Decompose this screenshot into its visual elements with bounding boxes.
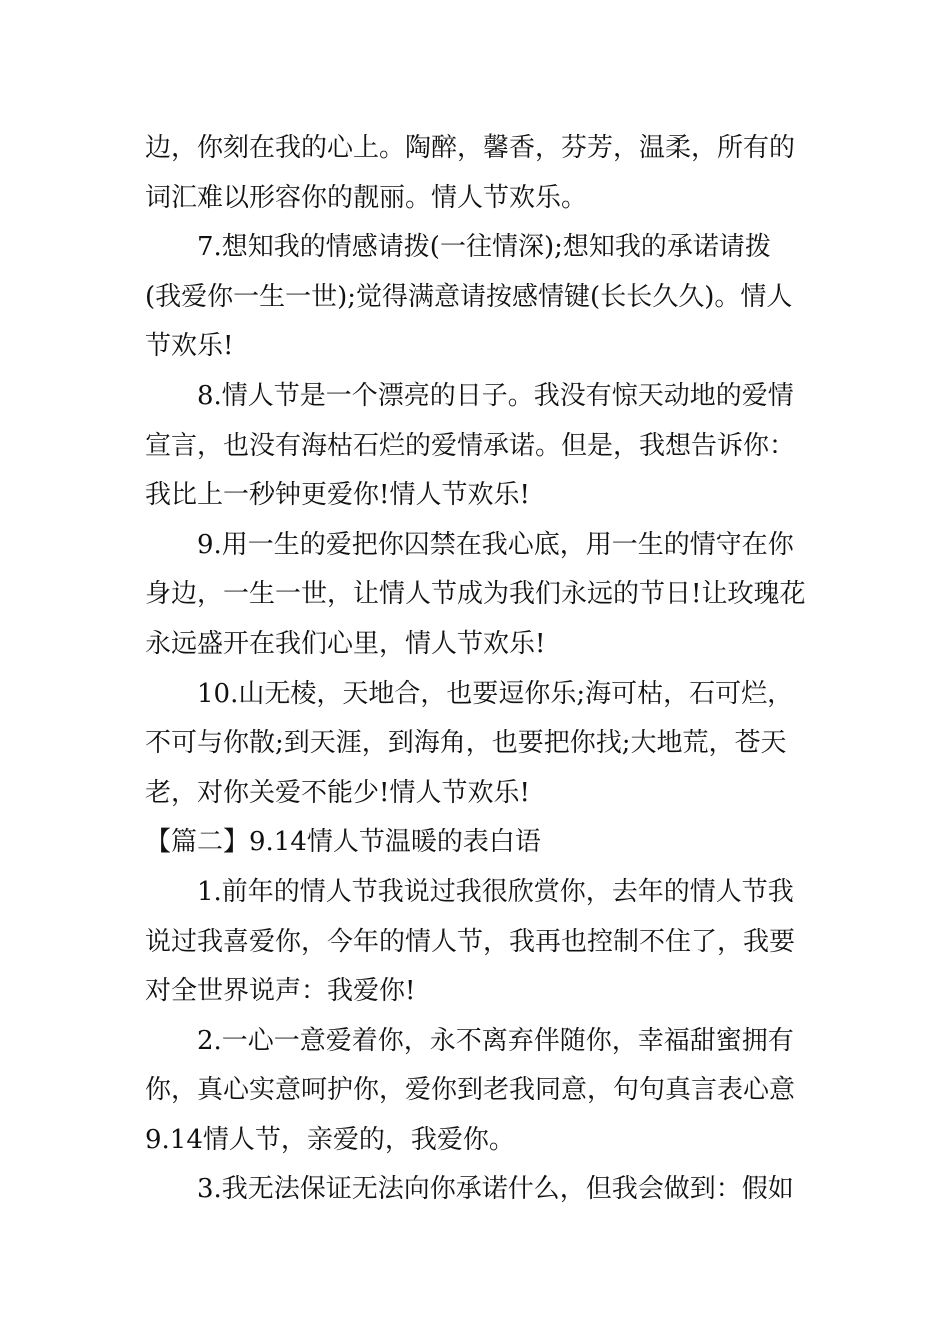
text-line: 说过我喜爱你，今年的情人节，我再也控制不住了，我要 — [145, 926, 796, 957]
text-line: 永远盛开在我们心里，情人节欢乐! — [145, 628, 546, 659]
list-item-3-line: 3.我无法保证无法向你承诺什么，但我会做到：假如 — [197, 1174, 794, 1205]
text-line: 你，真心实意呵护你，爱你到老我同意，句句真言表心意 — [145, 1075, 796, 1106]
list-item-10-line: 10.山无棱，天地合，也要逗你乐;海可枯，石可烂， — [197, 678, 794, 709]
text-line: 节欢乐! — [145, 331, 234, 362]
text-line: 不可与你散;到天涯，到海角，也要把你找;大地荒，苍天 — [145, 728, 787, 759]
list-item-9-line: 9.用一生的爱把你囚禁在我心底，用一生的情守在你 — [197, 529, 794, 560]
text-line: (我爱你一生一世);觉得满意请按感情键(长长久久)。情人 — [145, 281, 793, 312]
list-item-8-line: 8.情人节是一个漂亮的日子。我没有惊天动地的爱情 — [197, 380, 794, 411]
text-line: 宣言，也没有海枯石烂的爱情承诺。但是，我想告诉你： — [145, 430, 796, 461]
list-item-7-line: 7.想知我的情感请拨(一往情深);想知我的承诺请拨 — [197, 232, 771, 263]
list-item-2-line: 2.一心一意爱着你，永不离弃伴随你，幸福甜蜜拥有 — [197, 1025, 794, 1056]
text-line: 词汇难以形容你的靓丽。情人节欢乐。 — [145, 182, 588, 213]
document-body — [145, 124, 810, 1215]
text-line: 我比上一秒钟更爱你!情人节欢乐! — [145, 480, 530, 511]
text-line: 9.14情人节，亲爱的，我爱你。 — [145, 1124, 515, 1155]
text-line: 对全世界说声：我爱你! — [145, 976, 416, 1007]
section-heading: 【篇二】9.14情人节温暖的表白语 — [145, 827, 541, 858]
list-item-1-line: 1.前年的情人节我说过我很欣赏你，去年的情人节我 — [197, 876, 794, 907]
text-line: 身边，一生一世，让情人节成为我们永远的节日!让玫瑰花 — [145, 579, 806, 610]
text-line: 老，对你关爱不能少!情人节欢乐! — [145, 777, 530, 808]
text-line: 边，你刻在我的心上。陶醉，馨香，芬芳，温柔，所有的 — [145, 133, 796, 163]
